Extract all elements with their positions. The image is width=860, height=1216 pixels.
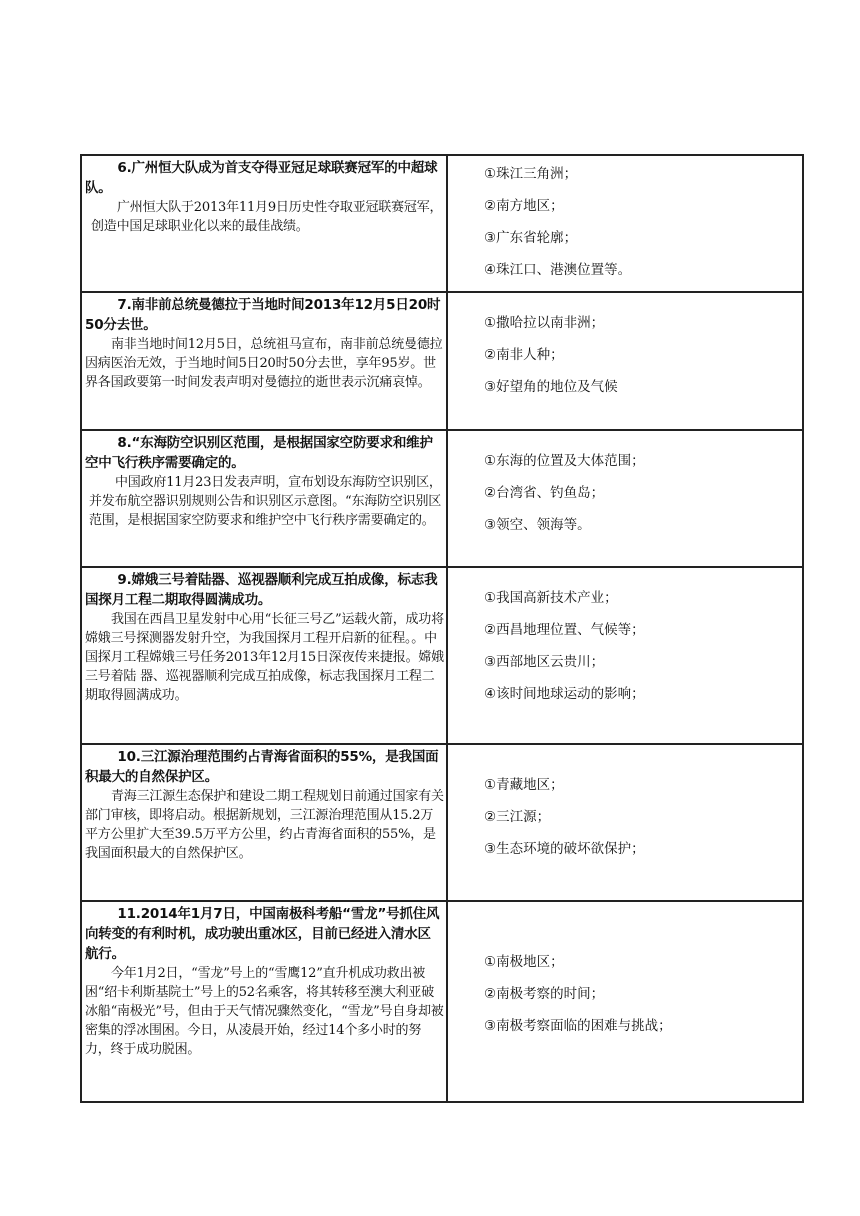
knowledge-point: ③好望角的地位及气候 [484, 379, 618, 395]
news-summary: 我国在西昌卫星发射中心用“长征三号乙”运载火箭，成功将嫦娥三号探测器发射升空，为我国探月工程开启新的征程。。中国探月工程嫦娥三号任务2013年12月15日深夜传来捷报。嫦娥三号着陆 器、巡视器顺利完成互拍成像，标志我国探月工程二期取得圆满成功。 [85, 612, 444, 703]
news-cell [81, 430, 447, 567]
news-cell [81, 567, 447, 744]
knowledge-point: ①东海的位置及大体范围； [484, 453, 645, 469]
points-cell [447, 155, 803, 292]
table-row [81, 744, 803, 901]
news-cell [81, 744, 447, 901]
points-cell [447, 567, 803, 744]
table-row [81, 155, 803, 292]
knowledge-points [484, 156, 802, 286]
knowledge-point: ②南方地区； [484, 198, 564, 214]
table-row [81, 901, 803, 1102]
knowledge-points [484, 568, 802, 710]
news-cell [81, 292, 447, 430]
news-headline: 7.南非前总统曼德拉于当地时间2013年12月5日20时50分去世。 [85, 297, 441, 333]
knowledge-point: ①青藏地区； [484, 777, 564, 793]
knowledge-point: ②南极考察的时间； [484, 986, 605, 1002]
knowledge-point: ②南非人种； [484, 347, 564, 363]
knowledge-point: ③广东省轮廓； [484, 230, 578, 246]
knowledge-point: ①珠江三角洲； [484, 166, 578, 182]
points-cell [447, 292, 803, 430]
knowledge-points [484, 431, 802, 541]
knowledge-point: ①撒哈拉以南非洲； [484, 315, 605, 331]
table-row [81, 292, 803, 430]
news-summary: 南非当地时间12月5日，总统祖马宣布，南非前总统曼德拉因病医治无效，于当地时间5日20时50分去世，享年95岁。世界各国政要第一时间发表声明对曼德拉的逝世表示沉痛哀悼。 [85, 337, 443, 390]
knowledge-point: ④该时间地球运动的影响； [484, 686, 645, 702]
news-headline: 8.“东海防空识别区范围，是根据国家空防要求和维护空中飞行秩序需要确定的。 [85, 435, 433, 471]
knowledge-point: ③领空、领海等。 [484, 517, 591, 533]
news-cell [81, 155, 447, 292]
news-headline: 6.广州恒大队成为首支夺得亚冠足球联赛冠军的中超球队。 [85, 160, 438, 196]
table-row [81, 430, 803, 567]
news-summary: 广州恒大队于2013年11月9日历史性夺取亚冠联赛冠军，创造中国足球职业化以来的最佳战绩。 [91, 200, 443, 234]
news-headline: 9.嫦娥三号着陆器、巡视器顺利完成互拍成像，标志我国探月工程二期取得圆满成功。 [85, 572, 438, 608]
knowledge-point: ②西昌地理位置、气候等； [484, 622, 645, 638]
knowledge-point: ③生态环境的破坏欲保护； [484, 841, 645, 857]
news-summary: 中国政府11月23日发表声明，宣布划设东海防空识别区，并发布航空器识别规则公告和识别区示意图。“东海防空识别区范围，是根据国家空防要求和维护空中飞行秩序需要确定的。 [89, 475, 442, 528]
news-summary: 青海三江源生态保护和建设二期工程规划日前通过国家有关部门审核，即将启动。根据新规划，三江源治理范围从15.2万平方公里扩大至39.5万平方公里，约占青海省面积的55%，是我国面积最大的自然保护区。 [85, 789, 444, 861]
knowledge-points [484, 745, 802, 865]
knowledge-points [484, 902, 802, 1042]
knowledge-point: ①南极地区； [484, 954, 564, 970]
points-cell [447, 430, 803, 567]
knowledge-point: ④珠江口、港澳位置等。 [484, 262, 632, 278]
knowledge-points [484, 293, 802, 403]
news-table [80, 154, 804, 1103]
knowledge-point: ③西部地区云贵川； [484, 654, 605, 670]
table-row [81, 567, 803, 744]
knowledge-point: ③南极考察面临的困难与挑战； [484, 1018, 672, 1034]
news-headline: 10.三江源治理范围约占青海省面积的55%，是我国面积最大的自然保护区。 [85, 749, 439, 785]
points-cell [447, 901, 803, 1102]
news-headline: 11.2014年1月7日，中国南极科考船“雪龙”号抓住风向转变的有利时机，成功驶出重冰区，目前已经进入清水区航行。 [85, 906, 440, 962]
news-cell [81, 901, 447, 1102]
knowledge-point: ①我国高新技术产业； [484, 590, 618, 606]
knowledge-point: ②三江源； [484, 809, 551, 825]
news-summary: 今年1月2日，“雪龙”号上的“雪鹰12”直升机成功救出被困“绍卡利斯基院士”号上的52名乘客，将其转移至澳大利亚破冰船“南极光”号，但由于天气情况骤然变化，“雪龙”号自身却被密集的浮冰围困。今日，从凌晨开始，经过14个多小时的努力，终于成功脱困。 [85, 966, 444, 1057]
points-cell [447, 744, 803, 901]
knowledge-point: ②台湾省、钓鱼岛； [484, 485, 605, 501]
